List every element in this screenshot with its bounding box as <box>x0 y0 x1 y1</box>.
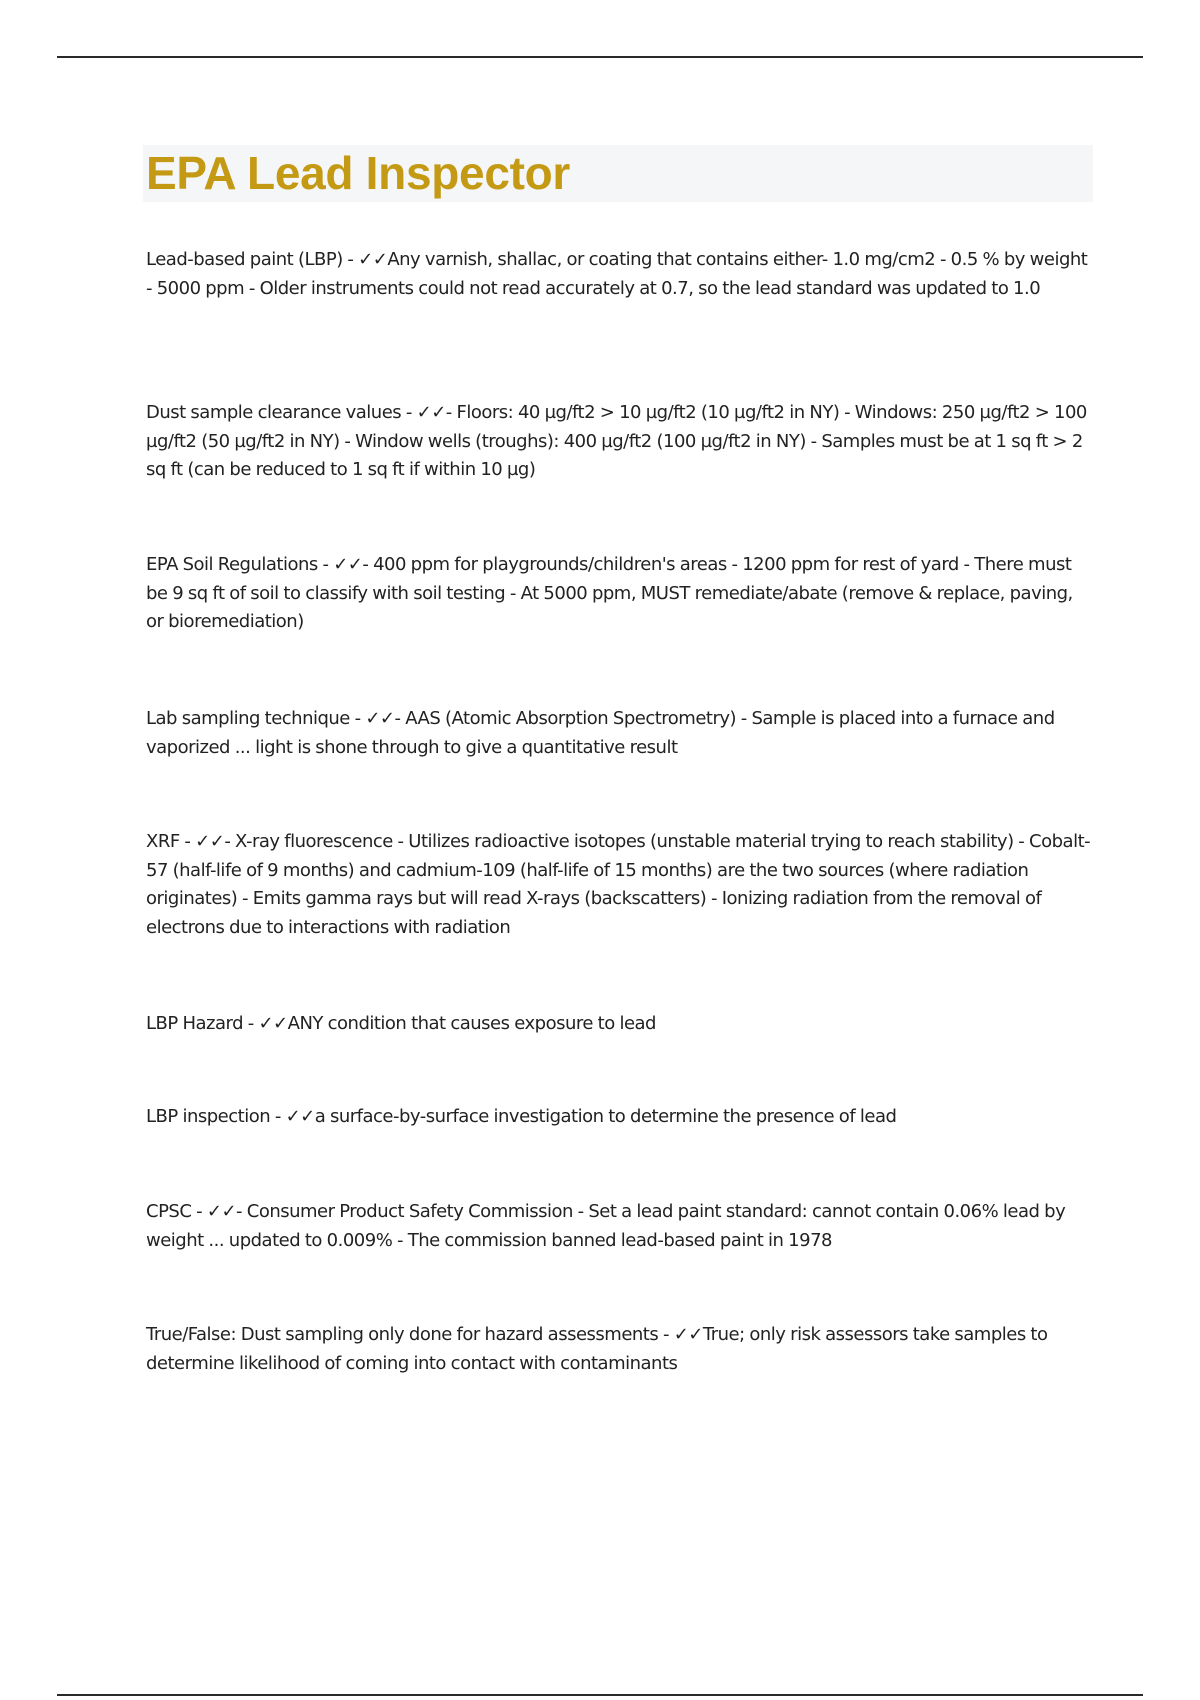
check-mark-icon: ✓✓ <box>195 831 225 852</box>
entry-term: LBP inspection - <box>146 1106 286 1127</box>
flashcard-entry <box>146 399 1091 485</box>
document-title: EPA Lead Inspector <box>146 147 571 199</box>
entry-answer: - AAS (Atomic Absorption Spectrometry) - Sample is placed into a furnace and vaporized ... light is shone through to give a quantitative result <box>146 708 1055 758</box>
check-mark-icon: ✓✓ <box>258 1013 288 1034</box>
flashcard-entry <box>146 1321 1091 1378</box>
entry-term: XRF - <box>146 831 196 852</box>
page-top-rule <box>57 56 1143 58</box>
check-mark-icon: ✓✓ <box>206 1201 237 1222</box>
entry-term: Lead-based paint (LBP) - <box>146 249 359 270</box>
check-mark-icon: ✓✓ <box>416 402 446 423</box>
check-mark-icon: ✓✓ <box>358 249 388 270</box>
entry-term: Lab sampling technique - <box>146 708 366 729</box>
flashcard-entry <box>146 828 1091 942</box>
flashcard-entry <box>146 246 1091 303</box>
entry-answer: - X-ray fluorescence - Utilizes radioactive isotopes (unstable material trying to reach stability) - Cobalt-57 (half-life of 9 months) and cadmium-109 (half-life of 15 months) are the two sources (where radiation originates) - Emits gamma rays but will read X-rays (backscatters) - Ionizing radiation from the removal of electrons due to interactions with radiation <box>146 831 1091 938</box>
entry-answer: - Consumer Product Safety Commission - Set a lead paint standard: cannot contain 0.06% lead by weight ... updated to 0.009% - The commission banned lead-based paint in 1978 <box>146 1201 1066 1251</box>
entry-term: Dust sample clearance values - <box>146 402 417 423</box>
check-mark-icon: ✓✓ <box>673 1324 703 1345</box>
entry-answer: - 400 ppm for playgrounds/children's areas - 1200 ppm for rest of yard - There must be 9 sq ft of soil to classify with soil testing - At 5000 ppm, MUST remediate/abate (remove & replace, paving, or bioremediation) <box>146 554 1073 632</box>
flashcard-entry <box>146 1198 1091 1255</box>
check-mark-icon: ✓✓ <box>333 554 363 575</box>
check-mark-icon: ✓✓ <box>365 708 395 729</box>
entry-answer: ANY condition that causes exposure to lead <box>287 1013 656 1034</box>
entry-answer: Any varnish, shallac, or coating that contains either- 1.0 mg/cm2 - 0.5 % by weight - 5000 ppm - Older instruments could not read accurately at 0.7, so the lead standard was updated to 1.0 <box>146 249 1088 299</box>
entry-term: EPA Soil Regulations - <box>146 554 334 575</box>
flashcard-entry <box>146 1010 1091 1039</box>
flashcard-entry <box>146 705 1091 762</box>
entry-answer: - Floors: 40 µg/ft2 > 10 µg/ft2 (10 µg/ft2 in NY) - Windows: 250 µg/ft2 > 100 µg/ft2 (50 µg/ft2 in NY) - Window wells (troughs): 400 µg/ft2 (100 µg/ft2 in NY) - Samples must be at 1 sq ft > 2 sq ft (can be reduced to 1 sq ft if within 10 µg) <box>146 402 1087 480</box>
entry-term: CPSC - <box>146 1201 207 1222</box>
page-bottom-rule <box>57 1694 1143 1696</box>
flashcard-entry <box>146 551 1091 637</box>
entry-answer: True; only risk assessors take samples to determine likelihood of coming into contact with contaminants <box>146 1324 1048 1374</box>
entry-term: LBP Hazard - <box>146 1013 259 1034</box>
check-mark-icon: ✓✓ <box>285 1106 315 1127</box>
entry-term: True/False: Dust sampling only done for hazard assessments - <box>146 1324 674 1345</box>
flashcard-entry <box>146 1103 1091 1132</box>
entry-answer: a surface-by-surface investigation to determine the presence of lead <box>314 1106 897 1127</box>
